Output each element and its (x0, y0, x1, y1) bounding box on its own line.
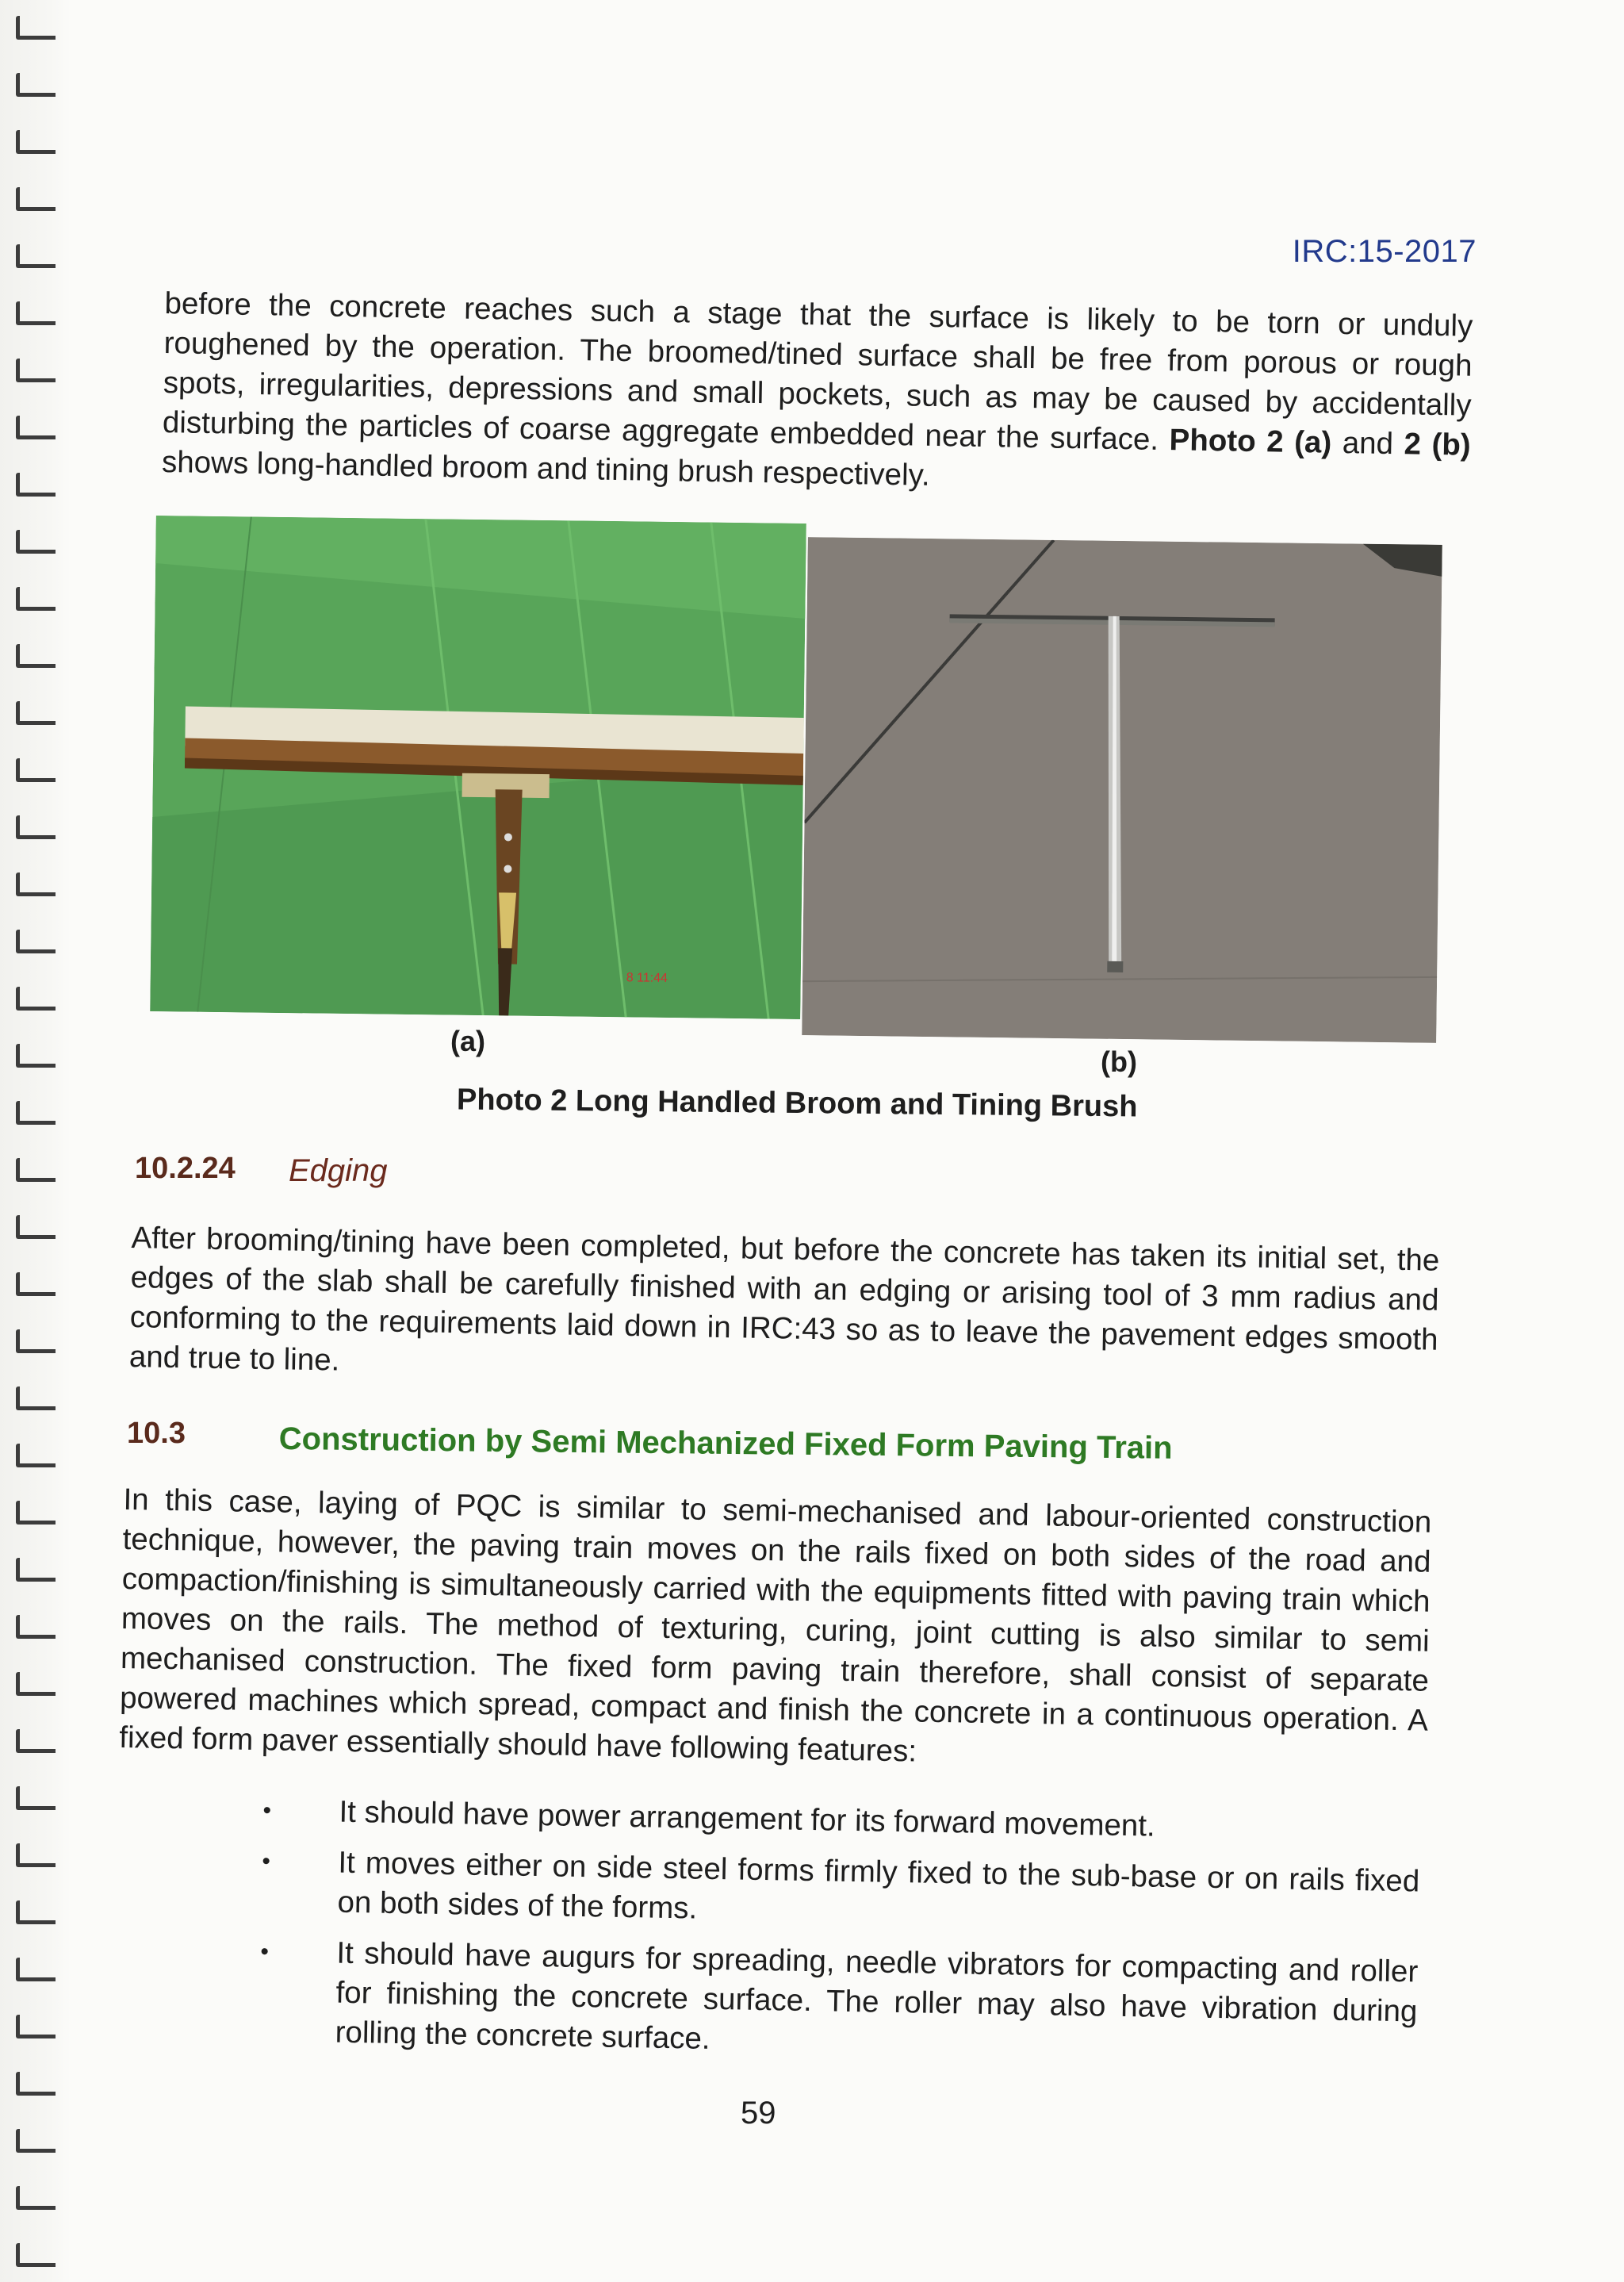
binding-ring (16, 73, 52, 97)
page-number: 59 (741, 2096, 776, 2131)
binding-ring (16, 1786, 52, 1810)
binding-ring (16, 930, 52, 953)
intro-paragraph (162, 284, 1473, 505)
binding-ring (16, 815, 52, 839)
binding-ring (16, 473, 52, 497)
bullet-icon: • (262, 1847, 271, 1875)
section-number-edging: 10.2.24 (135, 1152, 236, 1185)
binding-ring (16, 1044, 52, 1068)
binding-ring (16, 1101, 52, 1125)
binding-ring (16, 1444, 52, 1467)
photo-caption: Photo 2 Long Handled Broom and Tining Brush (456, 1083, 1138, 1124)
section-number-construction: 10.3 (127, 1417, 186, 1450)
construction-paragraph: In this case, laying of PQC is similar to semi-mechanised and labour-oriented construction technique, however, the paving train moves on the rails fixed on both sides of the road and compaction/finishing is simultaneously carried with the equipments fitted with paving train which moves on the rails. The method of texturing, curing, joint cutting is also similar to semi mechanised construction. The fixed form paving train therefore, shall consist of separate powered machines which spread, compact and finish the concrete in a continuous operation. A fixed form paver essentially should have following features: (118, 1482, 1432, 1769)
edging-paragraph: After brooming/tining have been completed, but before the concrete has taken its initial set, the edges of the slab shall be carefully finished with an edging or arising tool of 3 mm radius and conforming to the requirements laid down in IRC:43 so as to leave the pavement edges smooth and true to line. (128, 1220, 1440, 1378)
spiral-binding (0, 0, 71, 2282)
list-item-text: It moves either on side steel forms firmly fixed to the sub-base or on rails fixed on both sides of the forms. (337, 1845, 1420, 1926)
binding-ring (16, 1329, 52, 1353)
binding-ring (16, 587, 52, 611)
features-list (259, 1791, 1421, 2082)
binding-ring (16, 416, 52, 439)
binding-ring (16, 2243, 52, 2267)
binding-ring (16, 2186, 52, 2210)
list-item (261, 1842, 1420, 1941)
intro-text-end: shows long-handled broom and tining brush respectively. (161, 444, 931, 493)
binding-ring (16, 1672, 52, 1696)
list-item (259, 1932, 1418, 2071)
binding-ring (16, 2129, 52, 2153)
binding-ring (16, 2015, 52, 2038)
binding-ring (16, 1900, 52, 1924)
list-item (262, 1791, 1421, 1851)
bullet-icon: • (260, 1938, 270, 1966)
binding-ring (16, 1215, 52, 1239)
binding-ring (16, 1272, 52, 1296)
binding-ring (16, 701, 52, 725)
list-item-text: It should have augurs for spreading, needle vibrators for compacting and roller for finishing the concrete surface. The roller may also have vibration during rolling the concrete surface. (335, 1935, 1419, 2056)
binding-ring (16, 987, 52, 1011)
binding-ring (16, 758, 52, 782)
binding-ring (16, 244, 52, 268)
binding-ring (16, 1843, 52, 1867)
binding-ring (16, 1558, 52, 1582)
binding-ring (16, 644, 52, 668)
binding-ring (16, 1615, 52, 1639)
binding-ring (16, 1158, 52, 1182)
section-title-construction: Construction by Semi Mechanized Fixed Form Paving Train (278, 1421, 1173, 1466)
binding-ring (16, 1729, 52, 1753)
binding-ring (16, 359, 52, 382)
photo-broom (150, 516, 806, 1019)
binding-ring (16, 873, 52, 896)
binding-ring (16, 1501, 52, 1525)
intro-text-start: before the concrete reaches such a stage that the surface is likely to be torn or unduly roughened by the operation. The broomed/tined surface shall be free from porous or rough spots, irregularities, depressions and small pockets, such as may be caused by accidentally disturbing the particles of coarse aggregate embedded near the surface. (162, 286, 1473, 458)
binding-ring (16, 1958, 52, 1981)
photo-b-label: (b) (1101, 1045, 1137, 1078)
photo-a-label: (a) (450, 1025, 485, 1057)
photo-ref-b: 2 (b) (1404, 427, 1472, 462)
photo-timestamp: 8 11:44 (626, 971, 668, 985)
intro-text-and: and (1331, 425, 1404, 462)
bullet-icon: • (262, 1797, 272, 1824)
binding-ring (16, 16, 52, 40)
document-code: IRC:15-2017 (1292, 234, 1477, 269)
binding-ring (16, 530, 52, 554)
photo-tining-brush (802, 537, 1442, 1043)
binding-ring (16, 301, 52, 325)
binding-ring (16, 187, 52, 211)
binding-ring (16, 2072, 52, 2096)
section-title-edging: Edging (289, 1153, 388, 1188)
photo-ref-a: Photo 2 (a) (1169, 423, 1332, 460)
list-item-text: It should have power arrangement for its forward movement. (339, 1794, 1156, 1843)
binding-ring (16, 1386, 52, 1410)
binding-ring (16, 130, 52, 154)
